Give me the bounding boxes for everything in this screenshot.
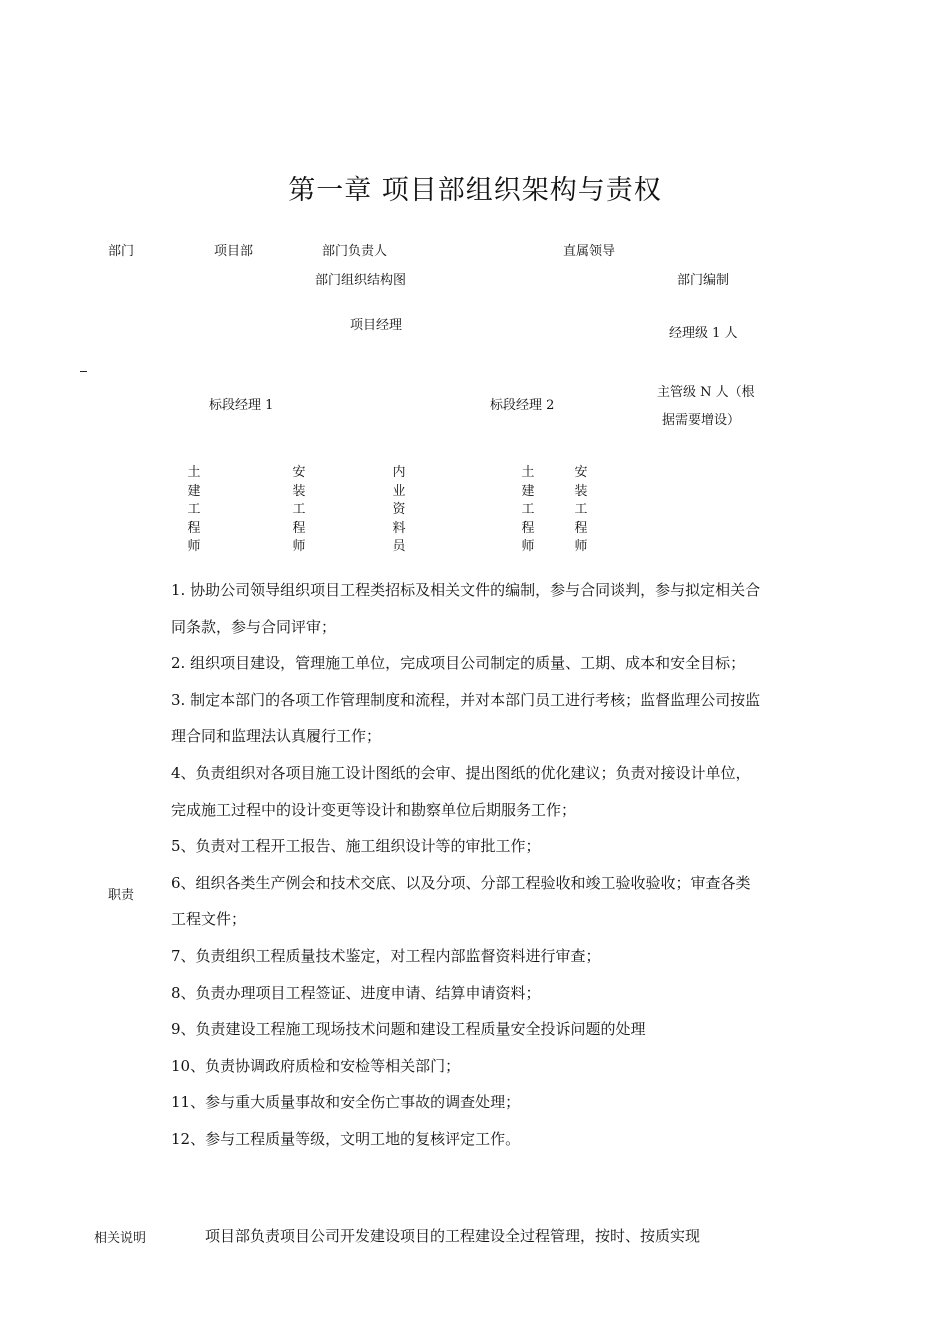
staffing-supervisor-level-line2: 据需要增设） [662,413,741,428]
org-node-civil-engineer-2: 土建工程师 [521,465,535,554]
duty-item-10: 10、负责协调政府质检和安检等相关部门； [171,1056,461,1075]
staffing-manager-level: 经理级 1 人 [669,326,738,341]
note-label: 相关说明 [94,1231,147,1246]
staffing-label: 部门编制 [677,273,730,288]
org-node-section-manager-2: 标段经理 2 [490,398,555,413]
direct-superior-label: 直属领导 [563,244,616,259]
dept-label: 部门 [108,244,135,259]
duty-item-8: 8、负责办理项目工程签证、进度申请、结算申请资料； [171,983,541,1002]
org-node-civil-engineer-1: 土建工程师 [187,465,201,554]
duty-item-3: 3. 制定本部门的各项工作管理制度和流程，并对本部门员工进行考核；监督监理公司按监理合同和监理法认真履行工作； [171,690,761,746]
dept-value: 项目部 [214,244,254,259]
duty-item-5: 5、负责对工程开工报告、施工组织设计等的审批工作； [171,837,541,856]
staffing-supervisor-level-line1: 主管级 N 人（根 [657,385,755,400]
duties-list [171,572,761,1158]
note-text: 项目部负责项目公司开发建设项目的工程建设全过程管理，按时、按质实现 [205,1227,701,1245]
org-chart-caption: 部门组织结构图 [315,273,407,288]
page-title: 第一章 项目部组织架构与责权 [288,175,662,206]
duty-item-11: 11、参与重大质量事故和安全伤亡事故的调查处理； [171,1093,521,1112]
org-node-installation-engineer-2: 安装工程师 [574,465,588,554]
org-node-installation-engineer-1: 安装工程师 [292,465,306,554]
duty-item-4: 4、负责组织对各项目施工设计图纸的会审、提出图纸的优化建议；负责对接设计单位，完成施工过程中的设计变更等设计和勘察单位后期服务工作； [171,763,751,819]
duty-item-1: 1. 协助公司领导组织项目工程类招标及相关文件的编制，参与合同谈判，参与拟定相关合同条款，参与合同评审； [171,581,761,636]
duty-item-9: 9、负责建设工程施工现场技术问题和建设工程质量安全投诉问题的处理 [171,1020,646,1039]
duty-item-7: 7、负责组织工程质量技术鉴定，对工程内部监督资料进行审查； [171,946,601,965]
duty-item-12: 12、参与工程质量等级，文明工地的复核评定工作。 [171,1129,521,1148]
org-node-manager: 项目经理 [350,318,403,333]
dept-head-label: 部门负责人 [322,244,388,259]
org-node-section-manager-1: 标段经理 1 [209,398,274,413]
duty-item-2: 2. 组织项目建设，管理施工单位，完成项目公司制定的质量、工期、成本和安全目标； [171,654,746,673]
duties-label: 职责 [108,888,135,903]
duty-item-6: 6、组织各类生产例会和技术交底、以及分项、分部工程验收和竣工验收验收；审查各类工程文件； [171,873,751,929]
margin-dash [80,371,87,372]
org-node-document-clerk: 内业资料员 [392,465,406,554]
